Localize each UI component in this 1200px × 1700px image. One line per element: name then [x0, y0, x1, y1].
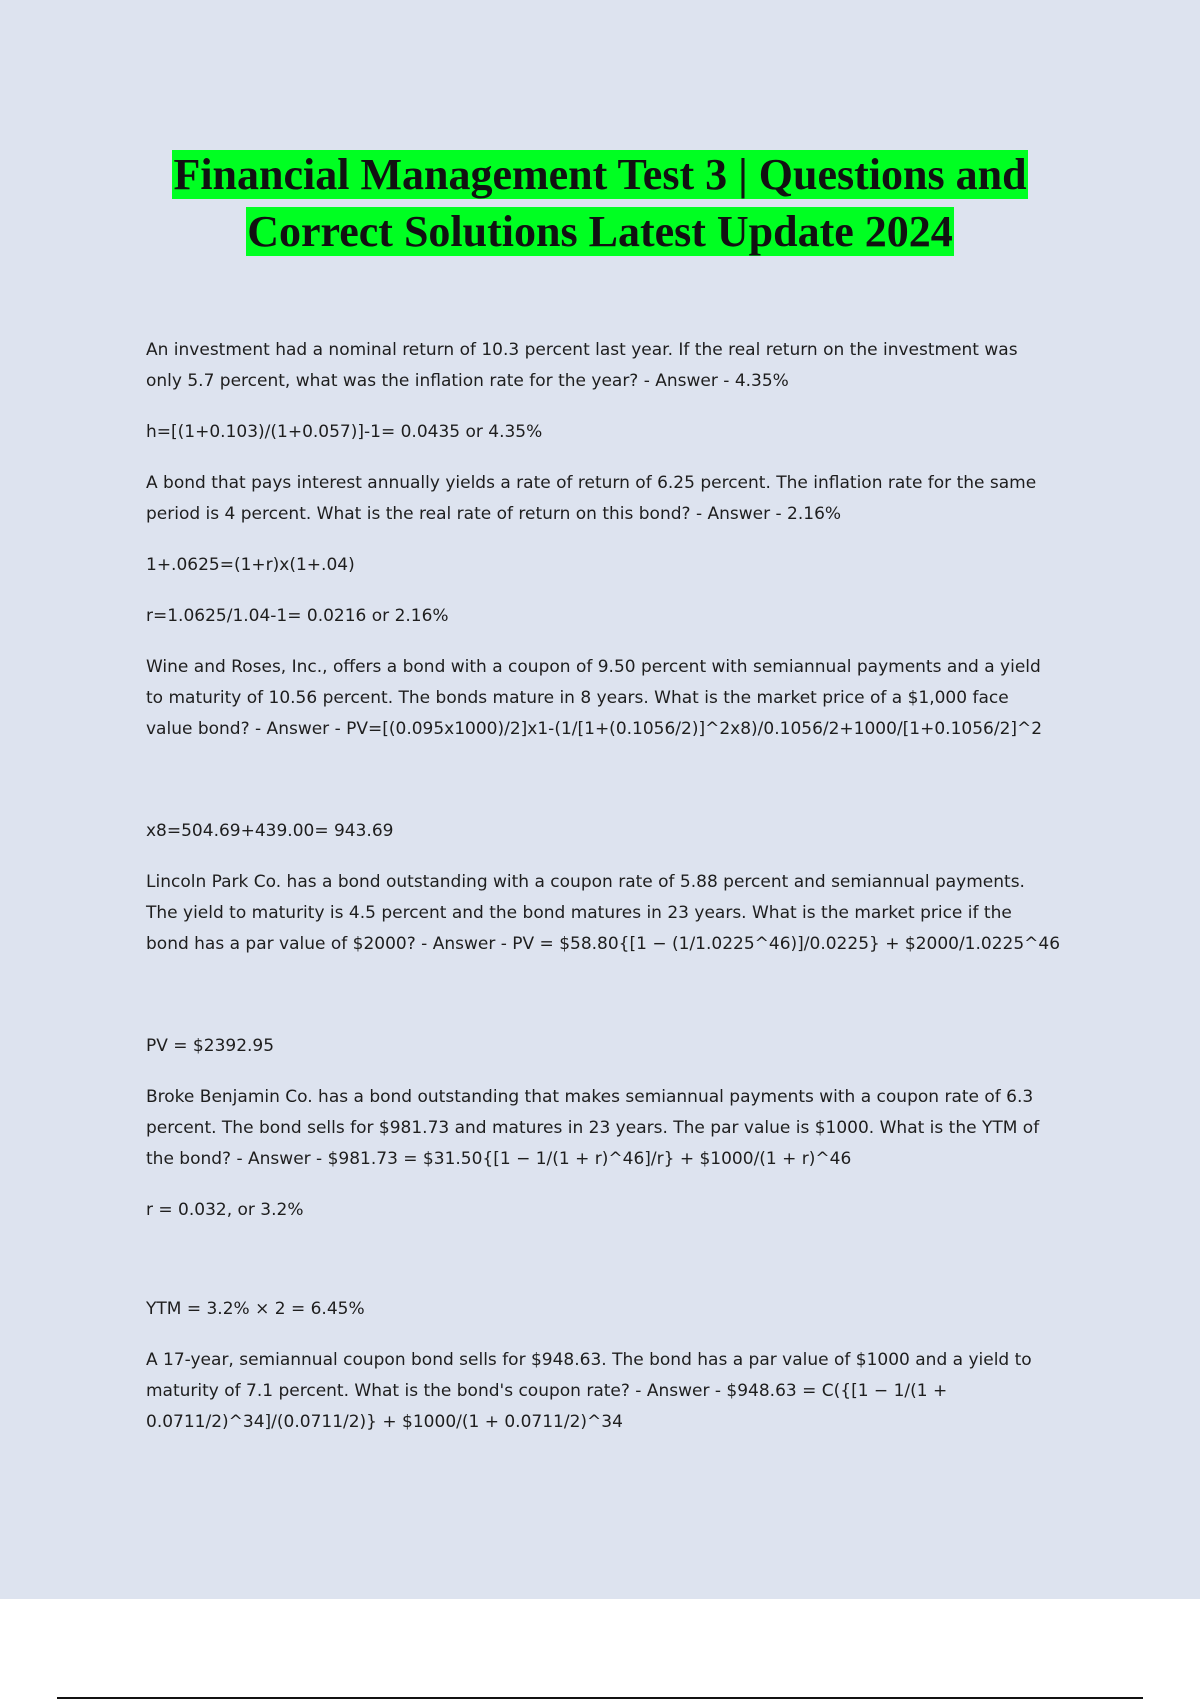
- question-4-paragraph: Lincoln Park Co. has a bond outstanding with a coupon rate of 5.88 percent and semiannual payments. The yield to maturity is 4.5 percent and the bond matures in 23 years. What is the market price if the bond has a par value of $2000? - Answer - PV = $58.80{[1 − (1/1.0225^46)]/0.0225} + $2000/1.0225^46: [146, 872, 1061, 954]
- question-1-paragraph: An investment had a nominal return of 10.3 percent last year. If the real return on the investment was only 5.7 percent, what was the inflation rate for the year? - Answer - 4.35%: [146, 340, 1018, 391]
- solution-4-result: PV = $2392.95: [146, 1036, 275, 1056]
- title-line-1: Financial Management Test 3 | Questions and: [173, 150, 1027, 199]
- solution-1-formula: h=[(1+0.103)/(1+0.057)]-1= 0.0435 or 4.35%: [146, 422, 543, 442]
- question-2-paragraph: A bond that pays interest annually yields a rate of return of 6.25 percent. The inflation rate for the same period is 4 percent. What is the real rate of return on this bond? - Answer - 2.16%: [146, 473, 1037, 524]
- solution-2-formula-b: r=1.0625/1.04-1= 0.0216 or 2.16%: [146, 606, 449, 626]
- question-3-paragraph: Wine and Roses, Inc., offers a bond with a coupon of 9.50 percent with semiannual payments and a yield to maturity of 10.56 percent. The bonds mature in 8 years. What is the market price of a $1,000 face value bond? - Answer - PV=[(0.095x1000)/2]x1-(1/[1+(0.1056/2)]^2x8)/0.1056/2+1000/[1+0.1056/2]^2: [146, 657, 1043, 739]
- solution-3-result: x8=504.69+439.00= 943.69: [146, 821, 394, 841]
- solution-5-rate: r = 0.032, or 3.2%: [146, 1200, 304, 1220]
- document-body: [146, 335, 1096, 1458]
- title-line-2: Correct Solutions Latest Update 2024: [247, 207, 953, 256]
- footer-rule: [57, 1697, 1143, 1699]
- question-5-paragraph: Broke Benjamin Co. has a bond outstanding that makes semiannual payments with a coupon rate of 6.3 percent. The bond sells for $981.73 and matures in 23 years. The par value is $1000. What is the YTM of the bond? - Answer - $981.73 = $31.50{[1 − 1/(1 + r)^46]/r} + $1000/(1 + r)^46: [146, 1087, 1040, 1169]
- solution-2-formula-a: 1+.0625=(1+r)x(1+.04): [146, 555, 355, 575]
- document-title: [0, 146, 1200, 260]
- question-6-paragraph: A 17-year, semiannual coupon bond sells for $948.63. The bond has a par value of $1000 and a yield to maturity of 7.1 percent. What is the bond's coupon rate? - Answer - $948.63 = C({[1 − 1/(1 + 0.0711/2)^34]/(0.0711/2)} + $1000/(1 + 0.0711/2)^34: [146, 1350, 1032, 1432]
- solution-5-ytm: YTM = 3.2% × 2 = 6.45%: [146, 1299, 365, 1319]
